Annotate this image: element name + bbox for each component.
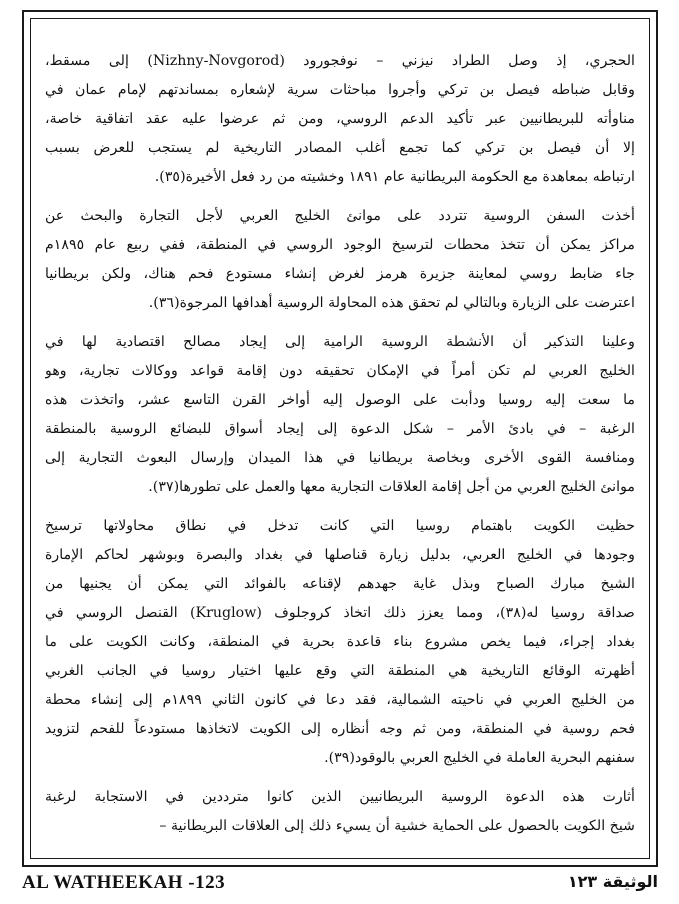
text-line: وعلينا التذكير أن الأنشطة الروسية الرامية إلى إيجاد مصالح اقتصادية لها في <box>45 334 635 350</box>
text-line: جاء ضابط روسي لمعاينة جزيرة هرمز لغرض إنشاء مستودع فحم هناك، ولكن بريطانيا <box>45 266 635 282</box>
text-line: سفنهم البحرية العاملة في الخليج العربي بالوقود(٣٩). <box>324 750 635 766</box>
text-line: الخليج العربي لم تكن أمراً في الإمكان تحقيقه دون إقامة قواعد ووكالات تجارية، وهو <box>45 363 635 379</box>
text-line: إلا أن فيصل بن تركي كما تجمع أغلب المصادر التاريخية لم يستجب للعرض بسبب <box>45 140 635 156</box>
text-line: مناوأته للبريطانيين عبر تأكيد الدعم الروسي، ومن ثم عرضوا عليه عقد اتفاقية خاصة، <box>45 111 635 127</box>
page-footer <box>22 868 658 898</box>
text-line: الرغبة – في بادئ الأمر – شكل الدعوة إلى إيجاد أسواق للبضائع الروسية بالمنطقة <box>45 421 635 437</box>
text-line: موانئ الخليج العربي من أجل إقامة العلاقات التجارية معها والعمل على تطورها(٣٧). <box>148 479 635 495</box>
text-line: فحم روسية في المنطقة، ومن ثم وجه أنظاره إلى الكويت لاتخاذها مستودعاً للفحم لتزويد <box>45 721 635 737</box>
article-body <box>45 47 635 851</box>
paragraph <box>45 202 635 318</box>
text-line: وقابل ضباطه فيصل بن تركي وأجروا مباحثات سرية لإشعاره بمساندتهم لإمام عمان في <box>45 82 635 98</box>
text-line: وجودها في الخليج العربي، بدليل زيارة قناصلها في بغداد والبصرة وبوشهر لحاكم الإمارة <box>45 547 635 563</box>
text-line: الشيخ مبارك الصباح وبذل غاية جهدهم لإقناعه بالفوائد التي يمكن أن يجنيها من <box>45 576 635 592</box>
text-line: شيخ الكويت بالحصول على الحماية خشية أن يسيء ذلك إلى العلاقات البريطانية – <box>159 818 635 834</box>
text-line: ومنافسة القوى الأخرى وبخاصة بريطانيا في هذا الميدان وإرسال البعوث التجارية إلى <box>45 450 635 466</box>
text-line: ارتباطه بمعاهدة مع الحكومة البريطانية عام ١٨٩١ وخشيته من رد فعل الأخيرة(٣٥). <box>154 169 635 185</box>
paragraph <box>45 783 635 841</box>
text-line: صداقة روسيا له(٣٨)، ومما يعزز ذلك اتخاذ كروجلوف (Kruglow) القنصل الروسي في <box>45 605 635 621</box>
text-line: ما سعت إليه روسيا ودأبت على الوصول إليه أواخر القرن التاسع عشر، واتخذت هذه <box>45 392 635 408</box>
text-line: من الخليج العربي في ناحيته الشمالية، فقد دعا في كانون الثاني ١٨٩٩م إلى إنشاء محطة <box>45 692 635 708</box>
paragraph <box>45 512 635 773</box>
paragraph <box>45 328 635 502</box>
text-line: الحجري، إذ وصل الطراد نيزني – نوفجورود (Nizhny-Novgorod) إلى مسقط، <box>45 53 635 69</box>
text-line: أثارت هذه الدعوة الروسية البريطانيين الذين كانوا مترددين في الاستجابة لرغبة <box>45 789 635 805</box>
footer-journal-name: AL WATHEEKAH -123 <box>22 872 226 893</box>
footer-arabic-page-label: الوثيقة ١٢٣ <box>567 872 658 891</box>
text-frame <box>30 18 650 859</box>
text-line: اعترضت على الزيارة وبالتالي لم تحقق هذه المحاولة الروسية أهدافها المرجوة(٣٦). <box>148 295 635 311</box>
text-line: أظهرته الوقائع التاريخية هي المنطقة التي وقع عليها اختيار روسيا في الجانب الغربي <box>45 663 635 679</box>
text-line: حظيت الكويت باهتمام روسيا التي كانت تدخل في نطاق محاولاتها ترسيخ <box>45 518 635 534</box>
text-line: مراكز يمكن أن تتخذ محطات لترسيخ الوجود الروسي في المنطقة، ففي ربيع عام ١٨٩٥م <box>45 237 635 253</box>
page-border <box>22 10 658 867</box>
text-line: أخذت السفن الروسية تتردد على موانئ الخليج العربي لأجل التجارة والبحث عن <box>45 208 635 224</box>
paragraph <box>45 47 635 192</box>
text-line: بغداد إجراء، فيما يخص مشروع بناء قاعدة بحرية في المنطقة، وكانت الكويت على ما <box>45 634 635 650</box>
